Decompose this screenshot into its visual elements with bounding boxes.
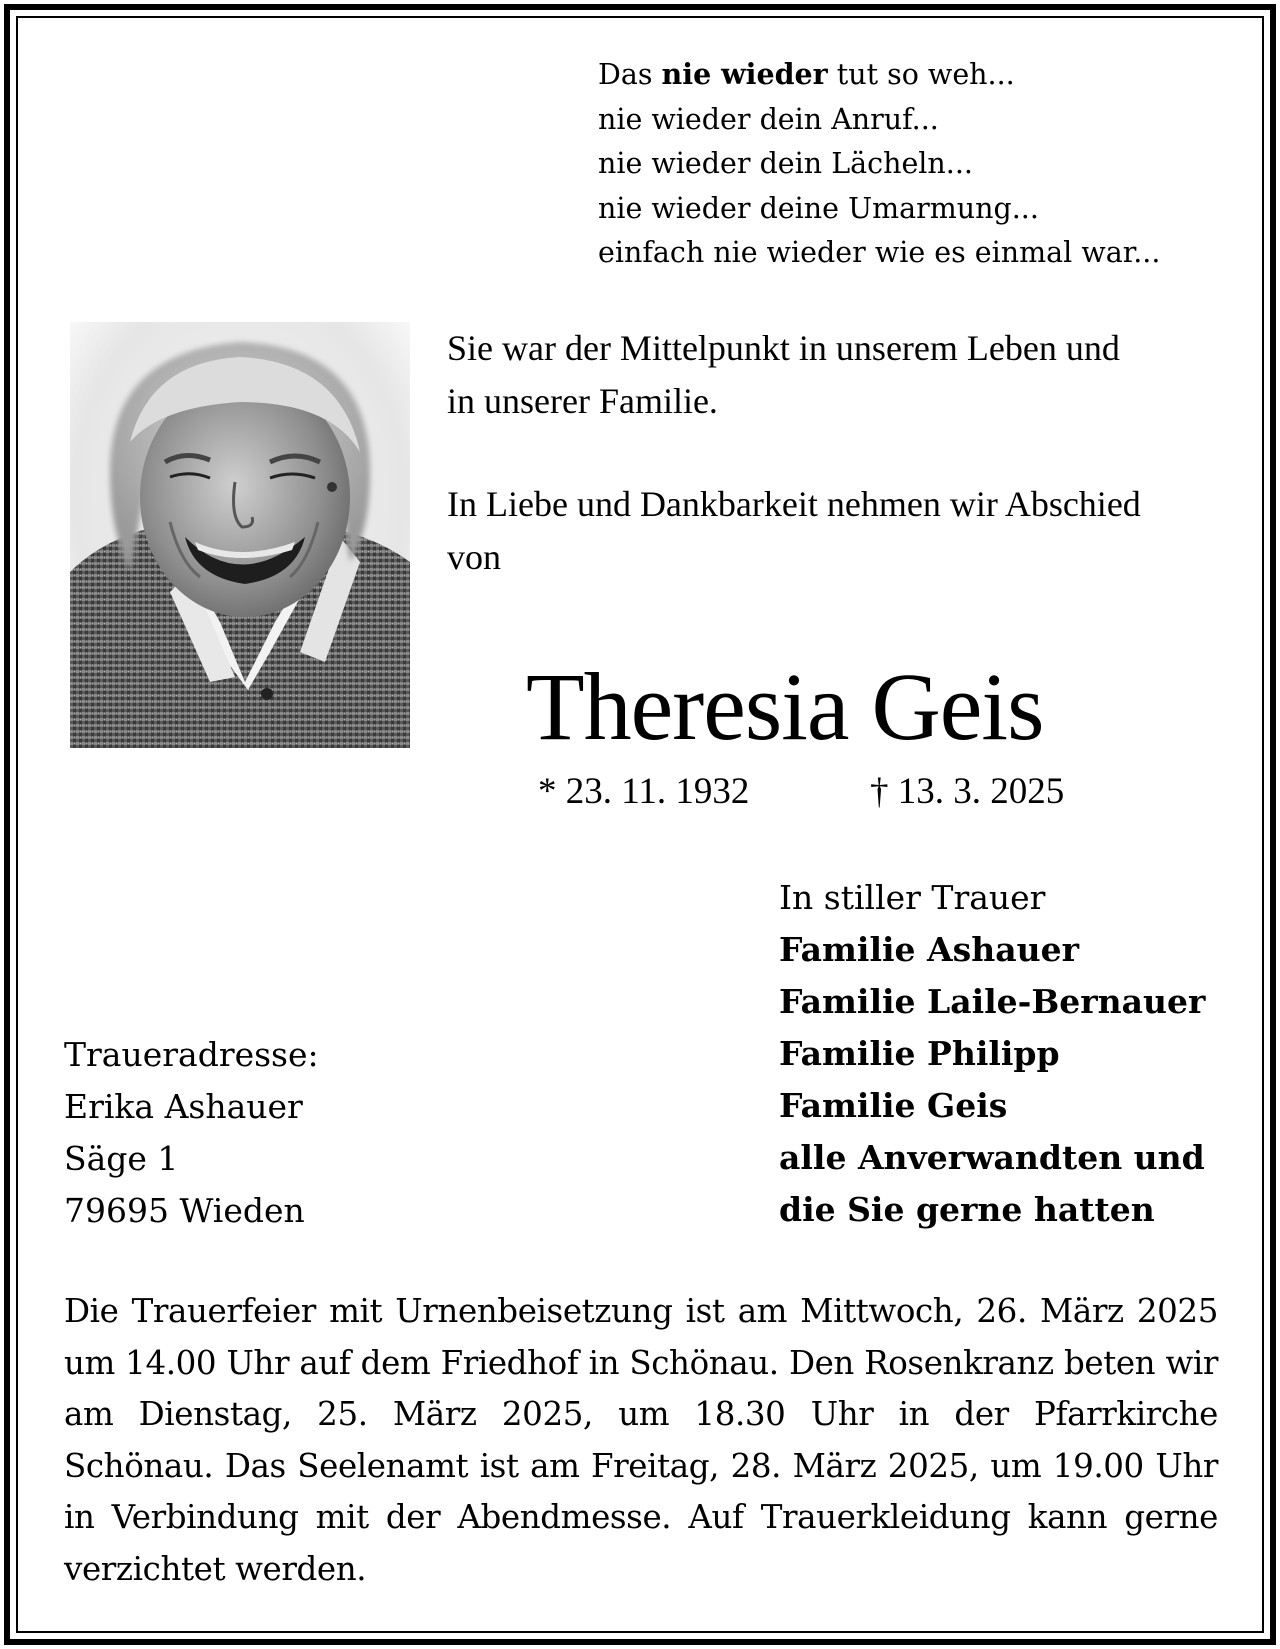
mourner-family: Familie Philipp [779, 1034, 1060, 1073]
death-date: † 13. 3. 2025 [870, 771, 1065, 812]
mourner-family: alle Anverwandten und [779, 1138, 1205, 1177]
poem-emphasis: nie wieder [661, 57, 828, 91]
address-name: Erika Ashauer [64, 1087, 303, 1126]
deceased-name: Theresia Geis [526, 653, 1044, 760]
mourning-address [64, 1029, 319, 1237]
poem-line-2: nie wieder dein Anruf... [598, 102, 939, 136]
address-label: Traueradresse: [64, 1035, 319, 1074]
mourner-family: Familie Laile-Bernauer [779, 982, 1206, 1021]
mourner-family: die Sie gerne hatten [779, 1190, 1155, 1229]
poem-line-4: nie wieder deine Umarmung... [598, 191, 1039, 225]
birth-date: * 23. 11. 1932 [538, 771, 750, 812]
intro-line-4: von [447, 537, 501, 577]
poem-line-5: einfach nie wieder wie es einmal war... [598, 236, 1161, 269]
poem-line-3: nie wieder dein Lächeln... [598, 147, 973, 180]
funeral-notice: Die Trauerfeier mit Urnenbeisetzung ist am Mittwoch, 26. März 2025 um 14.00 Uhr auf dem Friedhof in Schönau. Den Rosenkranz beten wir am Dienstag, 25. März 2025, um 18.30 Uhr in der Pfarrkirche Schönau. Das Seelenamt ist am Freitag, 28. März 2025, um 19.00 Uhr in Verbindung mit der Abendmesse. Auf Trauerkleidung kann gerne verzichtet werden. [64, 1292, 1218, 1588]
poem-line-1-start: Das [598, 58, 662, 91]
portrait-photo [70, 322, 410, 748]
mourner-family: Familie Geis [779, 1086, 1008, 1125]
mourners-list [779, 872, 1205, 1236]
mourner-family: Familie Ashauer [779, 930, 1079, 969]
poem [598, 52, 1160, 276]
mourners-heading: In stiller Trauer [779, 878, 1046, 917]
poem-line-1 [598, 52, 1160, 98]
intro-line-2: in unserer Familie. [447, 381, 718, 421]
intro-text [447, 322, 1141, 584]
intro-line-1: Sie war der Mittelpunkt in unserem Leben und [447, 328, 1120, 368]
address-street: Säge 1 [64, 1139, 179, 1178]
intro-line-3: In Liebe und Dankbarkeit nehmen wir Abschied [447, 484, 1141, 524]
poem-line-1-end: tut so weh... [827, 58, 1015, 91]
address-city: 79695 Wieden [64, 1191, 305, 1230]
